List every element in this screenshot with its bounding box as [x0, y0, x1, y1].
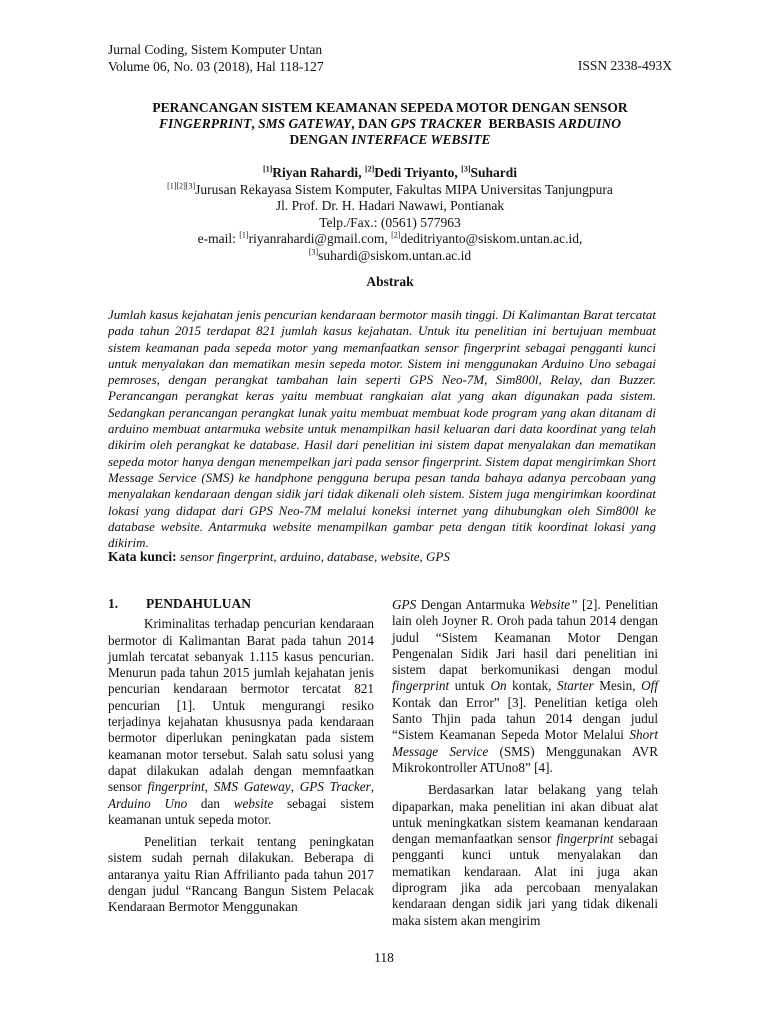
term: GPS: [392, 597, 417, 612]
term: fingerprint: [392, 678, 450, 694]
author-name: Dedi Triyanto,: [374, 165, 462, 180]
email-address: deditriyanto@siskom.untan.ac.id,: [400, 231, 583, 246]
author-sup: [2]: [364, 164, 375, 174]
email-sup: [3]: [308, 247, 319, 256]
title-text: , DAN: [351, 116, 391, 131]
left-column: [108, 596, 374, 922]
term: SMS Gateway: [213, 779, 291, 795]
abstract-heading: Abstrak: [366, 274, 414, 289]
paragraph: Penelitian terkait tentang peningkatan sistem sudah pernah dilakukan. Beberapa di antaranya yaitu Rian Affrilianto pada tahun 2017 dengan judul “Rancang Bangun Sistem Pelacak Kendaraan Bermotor Menggunakan: [108, 834, 374, 915]
email-address: riyanrahardi@gmail.com,: [248, 231, 392, 246]
term: fingerprint: [147, 779, 205, 795]
paragraph-text: Dengan Antarmuka: [416, 597, 530, 612]
paragraph: [108, 616, 374, 828]
section-number: 1.: [108, 596, 119, 611]
email-line-2: [108, 248, 672, 265]
paragraph-text: Berdasarkan latar belakang yang telah dipaparkan, maka penelitian ini akan dibuat alat untuk meningkatkan sistem keamanan kendaraan dengan memanfaatkan sensor: [392, 782, 658, 847]
paragraph-text: Kontak dan Error” [3]. Penelitian ketiga oleh Santo Thjin pada tahun 2014 dengan judul “Sistem Keamanan Sepeda Motor Melalui: [392, 694, 658, 743]
email-sup: [2]: [391, 230, 401, 240]
term: GPS Tracker: [299, 779, 371, 795]
email-label: e-mail:: [197, 231, 240, 246]
title-term: SMS GATEWAY: [258, 116, 352, 131]
paragraph-text: [2]. Penelitian lain oleh Joyner R. Oroh pada tahun 2014 dengan judul “Sistem Keamanan Motor Dengan Pengenalan Sidik Jari hasil dari penelitian ini sistem dapat berkomunikasi dengan modul: [392, 597, 658, 678]
title-line-3: [108, 132, 672, 148]
affiliation: [108, 182, 672, 199]
paragraph-text: (SMS) Menggunakan AVR Mikrokontroller ATUno8” [4].: [392, 743, 658, 775]
title-text: BERBASIS: [481, 116, 559, 131]
term: Short Message Service: [392, 727, 658, 759]
email-line: [108, 231, 672, 248]
paragraph-text: untuk: [449, 678, 491, 694]
term: Starter: [557, 678, 594, 694]
keywords: [108, 549, 668, 565]
term: Arduino Uno: [108, 795, 188, 811]
section-heading: [108, 596, 374, 612]
paragraph-text: dan: [187, 795, 234, 811]
author-name: Riyan Rahardi,: [272, 165, 365, 180]
paragraph: [392, 597, 658, 776]
term: On: [490, 678, 507, 694]
author-sup: [1]: [262, 164, 273, 174]
paragraph-text: ,: [370, 779, 374, 795]
paragraph-text: Mesin,: [593, 678, 642, 694]
email-address: suhardi@siskom.untan.ac.id: [318, 247, 472, 263]
email-sup: [1]: [239, 230, 249, 240]
paragraph-text: Kriminalitas terhadap pencurian kendaraan bermotor di Kalimantan Barat pada tahun 2014 jumlah tercatat sebanyak 1.115 kasus pencurian. Menurun pada tahun 2015 jumlah kejahatan jenis pencurian kendaraan bermotor tercatat 821 pencurian [1]. Untuk mengurangi resiko terjadinya kejahatan khususnya pada kendaraan bermotor diperlukan peningkatan pada sistem keamanan motor tersebut. Salah satu solusi yang dapat dilakukan adalah dengan memnfaatkan sensor: [108, 616, 374, 795]
title-text: ,: [251, 116, 259, 131]
author-block: [108, 165, 672, 264]
author-names: [108, 165, 672, 182]
affiliation-sup: [1][2][3]: [167, 181, 196, 190]
title-term: FINGERPRINT: [159, 116, 252, 131]
keywords-label: Kata kunci:: [108, 549, 177, 564]
title-line-1: PERANCANGAN SISTEM KEAMANAN SEPEDA MOTOR DENGAN SENSOR: [152, 100, 628, 115]
paper-title: [108, 100, 672, 148]
journal-volume: Volume 06, No. 03 (2018), Hal 118-127: [108, 59, 324, 74]
issn: ISSN 2338-493X: [577, 58, 672, 73]
paragraph-text: kontak,: [506, 678, 557, 694]
title-term: INTERFACE WEBSITE: [351, 132, 491, 147]
page-number: 118: [374, 950, 394, 965]
term: fingerprint: [556, 831, 614, 847]
right-column: [392, 597, 658, 935]
journal-name: Jurnal Coding, Sistem Komputer Untan: [108, 42, 323, 57]
paragraph-text: ,: [290, 779, 300, 795]
title-text: DENGAN: [289, 132, 352, 147]
author-sup: [3]: [461, 164, 471, 174]
term: Website”: [529, 597, 578, 612]
term: Off: [641, 678, 658, 694]
abstract-text: Jumlah kasus kejahatan jenis pencurian kendaraan bermotor masih tinggi. Di Kalimantan Barat tercatat pada tahun 2015 terdapat 821 jumlah kasus kejahatan. Untuk itu penelitian ini bertujuan membuat sistem keamanan pada sepeda motor yang memanfaatkan sensor fingerprint sebagai pengganti kunci untuk menyalakan dan mematikan mesin sepeda motor. Sistem ini menggunakan Arduino Uno sebagai pemroses, dengan perangkat tambahan lain seperti GPS Neo-7M, Sim800l, Relay, dan Buzzer. Perancangan perangkat keras yaitu membuat rangkaian alat yang akan digunakan pada sistem. Sedangkan perancangan perangkat lunak yaitu membuat membuat kode program yang akan ditanam di arduino membuat antarmuka website untuk menampilkan hasil keluaran dari data koordinat yang telah dikirim oleh perangkat ke database. Hasil dari penelitian ini sistem dapat menyalakan dan mematikan sepeda motor hanya dengan menempelkan jari pada sensor fingerprint. Sistem dapat mengirimkan Short Message Service (SMS) ke handphone pengguna berupa pesan tanda bahaya adanya percobaan yang menyalakan kendaraan dengan sidik jari tidak dikenali oleh sistem. Sistem juga mengirimkan koordinat lokasi yang didapat dari GPS Neo-7M melalui koneksi internet yang dihubungkan oleh Sim800l ke database website. Antarmuka website menampilkan gambar peta dengan titik koordinat lokasi yang dikirim.: [108, 307, 656, 551]
term: website: [233, 795, 274, 811]
title-line-2: [108, 116, 672, 132]
journal-header: [108, 41, 324, 75]
paragraph-text: ,: [204, 779, 214, 795]
paragraph-text: sebagai pengganti kunci untuk menyalakan dan mematikan kendaraan. Alat ini juga akan diprogram jika ada percobaan menyalakan kendaraan dengan sidik jari yang tidak dikenali maka sistem akan mengirim: [392, 831, 659, 928]
paragraph: [392, 782, 658, 929]
phone: Telp./Fax.: (0561) 577963: [319, 214, 461, 230]
paragraph-text: sebagai sistem keamanan untuk sepeda motor.: [108, 795, 375, 827]
affiliation-text: Jurusan Rekayasa Sistem Komputer, Fakultas MIPA Universitas Tanjungpura: [195, 181, 613, 197]
title-term: ARDUINO: [558, 116, 621, 131]
author-name: Suhardi: [470, 165, 518, 180]
title-term: GPS TRACKER: [390, 116, 482, 131]
section-title: PENDAHULUAN: [146, 596, 252, 611]
address: Jl. Prof. Dr. H. Hadari Nawawi, Pontianak: [275, 198, 505, 213]
keywords-text: sensor fingerprint, arduino, database, website, GPS: [176, 549, 450, 564]
